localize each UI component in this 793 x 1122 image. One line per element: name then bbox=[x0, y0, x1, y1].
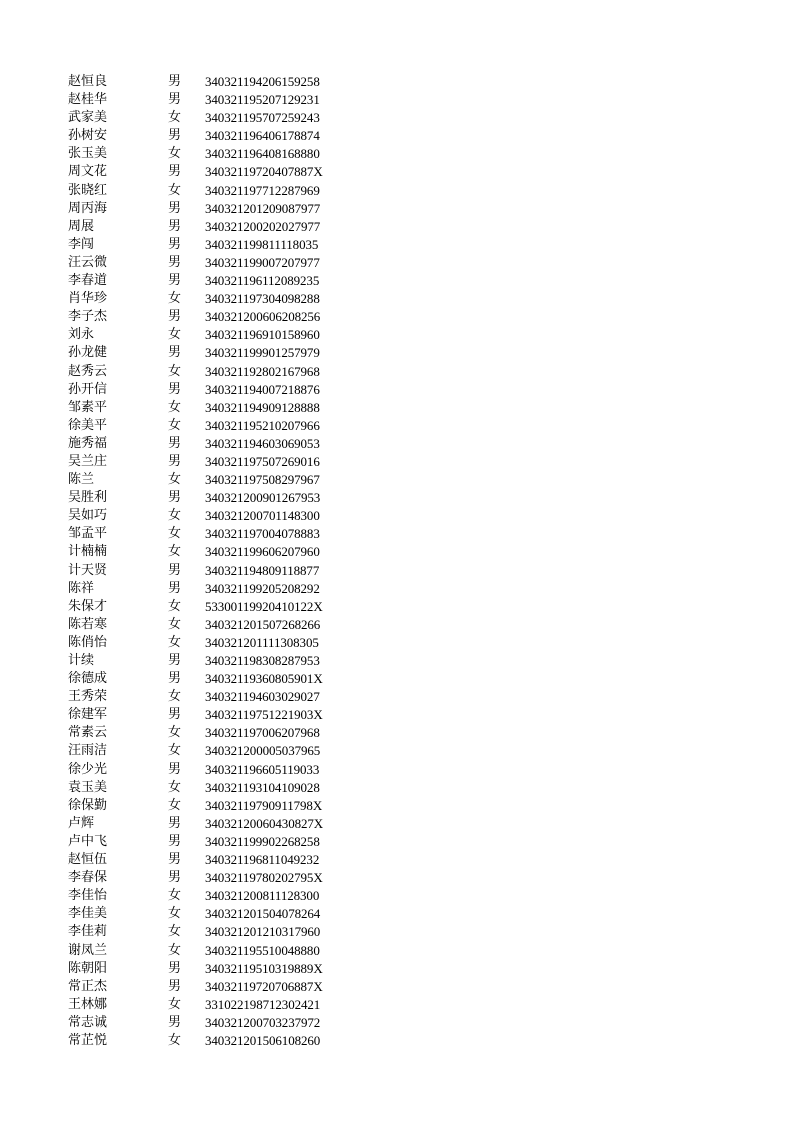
person-id-number: 34032119780202795X bbox=[205, 870, 323, 886]
person-id-number: 340321201209087977 bbox=[205, 200, 321, 216]
table-row bbox=[68, 833, 368, 851]
table-row bbox=[68, 1032, 368, 1050]
table-row bbox=[68, 905, 368, 923]
person-name: 陈朝阳 bbox=[68, 960, 108, 976]
person-name: 徐少光 bbox=[68, 761, 108, 777]
person-id-number: 340321201504078264 bbox=[205, 906, 321, 922]
table-row bbox=[68, 960, 368, 978]
person-id-number: 340321196408168880 bbox=[205, 146, 320, 162]
person-name: 陈俏怡 bbox=[68, 634, 108, 650]
table-row bbox=[68, 869, 368, 887]
table-row bbox=[68, 182, 368, 200]
person-name: 常正杰 bbox=[68, 978, 108, 994]
table-row bbox=[68, 1014, 368, 1032]
table-row bbox=[68, 761, 368, 779]
table-row bbox=[68, 580, 368, 598]
person-name: 计天贤 bbox=[68, 562, 108, 578]
table-row bbox=[68, 543, 368, 561]
person-gender: 男 bbox=[168, 815, 182, 831]
person-gender: 女 bbox=[168, 924, 182, 940]
person-id-number: 340321192802167968 bbox=[205, 363, 320, 379]
person-id-number: 340321195207129231 bbox=[205, 92, 320, 108]
person-id-number: 34032119751221903X bbox=[205, 707, 323, 723]
person-name: 邹孟平 bbox=[68, 526, 108, 542]
person-name: 袁玉美 bbox=[68, 779, 108, 795]
person-name: 朱保才 bbox=[68, 598, 108, 614]
table-row bbox=[68, 598, 368, 616]
person-id-number: 340321194007218876 bbox=[205, 381, 320, 397]
person-gender: 男 bbox=[168, 978, 182, 994]
person-id-number: 340321195210207966 bbox=[205, 417, 320, 433]
person-name: 陈兰 bbox=[68, 472, 95, 488]
person-gender: 男 bbox=[168, 435, 182, 451]
table-row bbox=[68, 91, 368, 109]
person-id-number: 340321201111308305 bbox=[205, 634, 319, 650]
person-id-number: 340321194206159258 bbox=[205, 74, 320, 89]
person-id-number: 340321196811049232 bbox=[205, 852, 320, 868]
table-row bbox=[68, 308, 368, 326]
person-name: 肖华珍 bbox=[68, 291, 108, 307]
person-gender: 男 bbox=[168, 580, 182, 596]
person-name: 李闯 bbox=[68, 236, 95, 252]
table-row bbox=[68, 399, 368, 417]
person-name: 徐保勤 bbox=[68, 797, 108, 813]
table-row bbox=[68, 417, 368, 435]
table-row bbox=[68, 742, 368, 760]
person-gender: 男 bbox=[168, 128, 182, 144]
person-id-number: 340321200005037965 bbox=[205, 743, 321, 759]
table-row bbox=[68, 218, 368, 236]
table-row bbox=[68, 923, 368, 941]
person-name: 施秀福 bbox=[68, 435, 108, 451]
person-gender: 女 bbox=[168, 526, 182, 542]
person-gender: 男 bbox=[168, 309, 182, 325]
person-id-number: 340321194603029027 bbox=[205, 689, 320, 705]
person-name: 周文花 bbox=[68, 164, 108, 180]
person-id-number: 331022198712302421 bbox=[205, 996, 321, 1012]
person-gender: 男 bbox=[168, 1014, 182, 1030]
person-gender: 女 bbox=[168, 888, 182, 904]
person-id-number: 34032119510319889X bbox=[205, 960, 323, 976]
person-name: 李春道 bbox=[68, 273, 108, 289]
person-gender: 男 bbox=[168, 653, 182, 668]
person-id-number: 340321197507269016 bbox=[205, 453, 320, 469]
person-name: 常芷悦 bbox=[68, 1032, 108, 1048]
person-id-number: 340321196112089235 bbox=[205, 273, 320, 289]
person-gender: 女 bbox=[168, 291, 182, 307]
person-gender: 男 bbox=[168, 218, 182, 234]
table-row bbox=[68, 290, 368, 308]
table-row bbox=[68, 127, 368, 145]
person-gender: 男 bbox=[168, 381, 182, 397]
table-row bbox=[68, 453, 368, 471]
table-row bbox=[68, 815, 368, 833]
person-name: 常素云 bbox=[68, 725, 108, 741]
person-gender: 女 bbox=[168, 743, 182, 759]
table-row bbox=[68, 272, 368, 290]
person-name: 陈若寒 bbox=[68, 616, 108, 632]
table-row bbox=[68, 887, 368, 905]
person-gender: 男 bbox=[168, 254, 182, 270]
table-row bbox=[68, 73, 368, 91]
person-id-number: 34032119360805901X bbox=[205, 671, 323, 687]
person-name: 李春保 bbox=[68, 870, 108, 886]
person-id-number: 340321200901267953 bbox=[205, 490, 321, 506]
person-gender: 女 bbox=[168, 1032, 182, 1048]
person-id-number: 340321199811118035 bbox=[205, 236, 319, 252]
person-gender: 男 bbox=[168, 960, 182, 976]
person-gender: 女 bbox=[168, 417, 182, 433]
person-gender: 女 bbox=[168, 146, 182, 162]
person-gender: 女 bbox=[168, 182, 182, 198]
person-name: 徐美平 bbox=[68, 417, 108, 433]
person-id-number: 340321197508297967 bbox=[205, 472, 320, 488]
person-name: 武家美 bbox=[68, 110, 108, 126]
table-row bbox=[68, 489, 368, 507]
person-name: 孙树安 bbox=[68, 128, 108, 144]
person-gender: 男 bbox=[168, 707, 182, 723]
person-id-number: 34032119720706887X bbox=[205, 978, 323, 994]
table-row bbox=[68, 254, 368, 272]
person-id-number: 340321194603069053 bbox=[205, 435, 320, 451]
person-id-number: 53300119920410122X bbox=[205, 598, 323, 614]
person-gender: 男 bbox=[168, 200, 182, 216]
person-id-number: 340321200703237972 bbox=[205, 1014, 321, 1030]
person-id-number: 340321199901257979 bbox=[205, 345, 320, 361]
person-name: 李佳美 bbox=[68, 906, 108, 922]
person-id-number: 340321195707259243 bbox=[205, 110, 320, 126]
person-name: 李子杰 bbox=[68, 309, 108, 325]
person-name: 吴胜利 bbox=[68, 490, 108, 506]
person-name: 赵桂华 bbox=[68, 92, 108, 108]
person-gender: 男 bbox=[168, 490, 182, 506]
person-name: 王林娜 bbox=[68, 996, 108, 1012]
person-gender: 男 bbox=[168, 671, 182, 687]
table-row bbox=[68, 236, 368, 254]
table-row bbox=[68, 507, 368, 525]
table-row bbox=[68, 724, 368, 742]
table-row bbox=[68, 616, 368, 634]
table-row bbox=[68, 670, 368, 688]
table-row bbox=[68, 145, 368, 163]
table-row bbox=[68, 326, 368, 344]
table-row bbox=[68, 652, 368, 670]
roster-table bbox=[68, 73, 368, 1050]
person-id-number: 340321200811128300 bbox=[205, 888, 320, 904]
person-gender: 女 bbox=[168, 779, 182, 795]
person-name: 周展 bbox=[68, 218, 95, 234]
person-gender: 女 bbox=[168, 363, 182, 379]
person-id-number: 340321198308287953 bbox=[205, 653, 320, 668]
person-id-number: 340321196605119033 bbox=[205, 761, 320, 777]
person-gender: 女 bbox=[168, 544, 182, 560]
person-id-number: 340321197304098288 bbox=[205, 291, 320, 307]
person-id-number: 34032119720407887X bbox=[205, 164, 323, 180]
table-row bbox=[68, 381, 368, 399]
person-gender: 女 bbox=[168, 616, 182, 632]
person-name: 孙龙健 bbox=[68, 345, 108, 361]
person-id-number: 340321196406178874 bbox=[205, 128, 320, 144]
person-name: 刘永 bbox=[68, 327, 95, 343]
table-row bbox=[68, 942, 368, 960]
person-gender: 女 bbox=[168, 399, 182, 415]
person-name: 汪雨洁 bbox=[68, 743, 108, 759]
person-gender: 男 bbox=[168, 833, 182, 849]
person-id-number: 340321199606207960 bbox=[205, 544, 320, 560]
person-gender: 男 bbox=[168, 761, 182, 777]
person-id-number: 340321200202027977 bbox=[205, 218, 321, 234]
table-row bbox=[68, 779, 368, 797]
person-id-number: 340321194809118877 bbox=[205, 562, 320, 578]
person-id-number: 340321197712287969 bbox=[205, 182, 320, 198]
table-row bbox=[68, 200, 368, 218]
table-row bbox=[68, 109, 368, 127]
person-gender: 女 bbox=[168, 634, 182, 650]
table-row bbox=[68, 706, 368, 724]
person-id-number: 340321201210317960 bbox=[205, 924, 321, 940]
person-id-number: 340321201506108260 bbox=[205, 1032, 321, 1048]
person-gender: 男 bbox=[168, 273, 182, 289]
person-name: 汪云微 bbox=[68, 254, 108, 270]
person-name: 赵秀云 bbox=[68, 363, 108, 379]
person-name: 徐建军 bbox=[68, 707, 108, 723]
table-row bbox=[68, 525, 368, 543]
person-gender: 男 bbox=[168, 164, 182, 180]
table-row bbox=[68, 471, 368, 489]
person-gender: 男 bbox=[168, 92, 182, 108]
person-gender: 女 bbox=[168, 598, 182, 614]
person-id-number: 340321199902268258 bbox=[205, 833, 320, 849]
person-id-number: 34032120060430827X bbox=[205, 815, 324, 831]
table-row bbox=[68, 634, 368, 652]
person-id-number: 340321194909128888 bbox=[205, 399, 320, 415]
person-gender: 女 bbox=[168, 689, 182, 705]
person-gender: 女 bbox=[168, 472, 182, 488]
person-name: 计楠楠 bbox=[68, 544, 108, 560]
person-name: 计续 bbox=[68, 653, 95, 668]
person-id-number: 340321200701148300 bbox=[205, 508, 320, 524]
person-id-number: 340321200606208256 bbox=[205, 309, 321, 325]
table-row bbox=[68, 435, 368, 453]
table-row bbox=[68, 688, 368, 706]
person-name: 张晓红 bbox=[68, 182, 108, 198]
table-row bbox=[68, 797, 368, 815]
person-gender: 女 bbox=[168, 797, 182, 813]
person-name: 孙开信 bbox=[68, 381, 108, 397]
person-id-number: 340321196910158960 bbox=[205, 327, 320, 343]
person-gender: 女 bbox=[168, 110, 182, 126]
person-id-number: 340321199205208292 bbox=[205, 580, 320, 596]
person-gender: 男 bbox=[168, 236, 182, 252]
person-name: 卢中飞 bbox=[68, 833, 108, 849]
person-id-number: 340321197006207968 bbox=[205, 725, 320, 741]
table-row bbox=[68, 996, 368, 1014]
table-row bbox=[68, 163, 368, 181]
table-row bbox=[68, 978, 368, 996]
person-id-number: 340321195510048880 bbox=[205, 942, 320, 958]
person-gender: 女 bbox=[168, 725, 182, 741]
person-name: 常志诚 bbox=[68, 1014, 108, 1030]
person-gender: 女 bbox=[168, 942, 182, 958]
person-id-number: 340321199007207977 bbox=[205, 254, 320, 270]
person-gender: 男 bbox=[168, 74, 182, 89]
person-name: 徐德成 bbox=[68, 671, 108, 687]
person-name: 周丙海 bbox=[68, 200, 108, 216]
person-name: 赵恒伍 bbox=[68, 852, 108, 868]
person-id-number: 340321201507268266 bbox=[205, 616, 321, 632]
person-name: 吴如巧 bbox=[68, 508, 108, 524]
person-id-number: 34032119790911798X bbox=[205, 797, 323, 813]
person-name: 张玉美 bbox=[68, 146, 108, 162]
person-name: 李佳怡 bbox=[68, 888, 108, 904]
person-gender: 女 bbox=[168, 906, 182, 922]
person-gender: 男 bbox=[168, 453, 182, 469]
person-gender: 男 bbox=[168, 345, 182, 361]
person-gender: 男 bbox=[168, 562, 182, 578]
table-row bbox=[68, 851, 368, 869]
table-row bbox=[68, 344, 368, 362]
person-name: 李佳莉 bbox=[68, 924, 108, 940]
table-row bbox=[68, 363, 368, 381]
person-id-number: 340321197004078883 bbox=[205, 526, 320, 542]
person-name: 邹素平 bbox=[68, 399, 108, 415]
person-name: 陈祥 bbox=[68, 580, 95, 596]
table-row bbox=[68, 562, 368, 580]
person-gender: 女 bbox=[168, 508, 182, 524]
person-name: 卢辉 bbox=[68, 815, 95, 831]
person-gender: 女 bbox=[168, 996, 182, 1012]
person-gender: 男 bbox=[168, 870, 182, 886]
person-id-number: 340321193104109028 bbox=[205, 779, 320, 795]
person-name: 谢凤兰 bbox=[68, 942, 108, 958]
person-gender: 女 bbox=[168, 327, 182, 343]
person-name: 王秀荣 bbox=[68, 689, 108, 705]
person-name: 吴兰庄 bbox=[68, 453, 108, 469]
person-gender: 男 bbox=[168, 852, 182, 868]
person-name: 赵恒良 bbox=[68, 74, 108, 89]
